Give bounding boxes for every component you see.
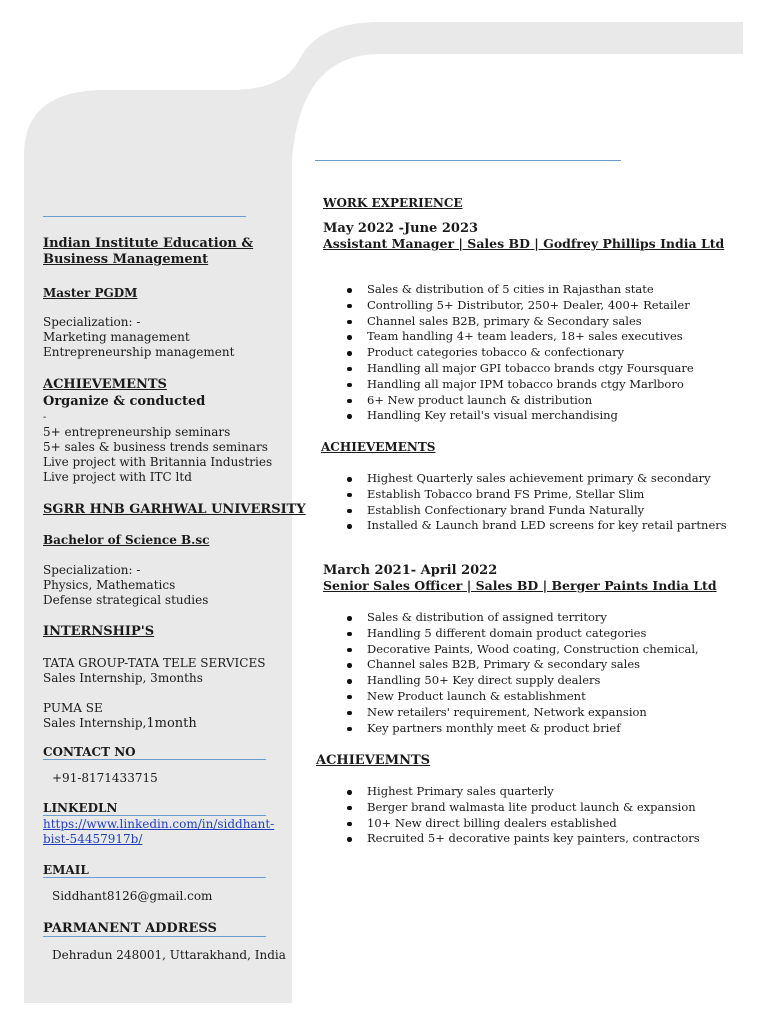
degree-pgdm: Master PGDM (43, 286, 138, 300)
list-item: New retailers' requirement, Network expansion (344, 705, 699, 721)
job2-dates: March 2021- April 2022 (323, 563, 498, 578)
specialization-bsc: Specialization: - Physics, Mathematics Defense strategical studies (43, 563, 209, 607)
internship-puma: PUMA SE Sales Internship,1month (43, 701, 197, 731)
list-item: Establish Confectionary brand Funda Naturally (344, 503, 727, 519)
job1-achievements-heading: ACHIEVEMENTS (321, 440, 436, 454)
university-name: SGRR HNB GARHWAL UNIVERSITY (43, 502, 306, 517)
list-item: Decorative Paints, Wood coating, Construction chemical, (344, 642, 699, 658)
list-item: Highest Quarterly sales achievement primary & secondary (344, 471, 727, 487)
list-item: Channel sales B2B, primary & Secondary sales (344, 314, 694, 330)
internship-tata: TATA GROUP-TATA TELE SERVICES Sales Internship, 3months (43, 656, 266, 685)
address-heading: PARMANENT ADDRESS (43, 921, 217, 936)
list-item: Establish Tobacco brand FS Prime, Stellar Slim (344, 487, 727, 503)
job2-achievements (344, 784, 700, 847)
job2-achievements-heading: ACHIEVEMNTS (316, 753, 431, 768)
contact-divider (43, 759, 266, 760)
list-item: Highest Primary sales quarterly (344, 784, 700, 800)
list-item: Sales & distribution of assigned territory (344, 610, 699, 626)
contact-heading: CONTACT NO (43, 745, 136, 759)
email-divider (43, 877, 266, 878)
degree-bsc: Bachelor of Science B.sc (43, 533, 210, 547)
linkedin-divider (43, 815, 266, 816)
list-item: Handling 50+ Key direct supply dealers (344, 673, 699, 689)
list-item: Controlling 5+ Distributor, 250+ Dealer, 400+ Retailer (344, 298, 694, 314)
list-item: Team handling 4+ team leaders, 18+ sales executives (344, 329, 694, 345)
email-address: Siddhant8126@gmail.com (52, 889, 213, 903)
list-item: Key partners monthly meet & product brief (344, 721, 699, 737)
address-text: Dehradun 248001, Uttarakhand, India (52, 948, 286, 962)
achievements-list: 5+ entrepreneurship seminars 5+ sales & business trends seminars Live project with Britannia Industries Live project with ITC ltd (43, 425, 273, 484)
list-item: Handling 5 different domain product categories (344, 626, 699, 642)
job1-achievements (344, 471, 727, 534)
list-item: Handling all major IPM tobacco brands ctgy Marlboro (344, 377, 694, 393)
achievements-heading: ACHIEVEMENTS (43, 377, 167, 392)
job1-duties (344, 282, 694, 424)
list-item: Handling all major GPI tobacco brands ctgy Foursquare (344, 361, 694, 377)
list-item: Sales & distribution of 5 cities in Rajasthan state (344, 282, 694, 298)
list-item: Product categories tobacco & confectionary (344, 345, 694, 361)
list-item: Recruited 5+ decorative paints key painters, contractors (344, 831, 700, 847)
job1-dates: May 2022 -June 2023 (323, 221, 479, 236)
phone-number: +91-8171433715 (52, 771, 158, 785)
achievements-dash: - (43, 412, 47, 423)
job1-role: Assistant Manager | Sales BD | Godfrey Phillips India Ltd (323, 236, 725, 251)
institute-name: Indian Institute Education & Business Management (43, 236, 254, 267)
list-item: 10+ New direct billing dealers established (344, 816, 700, 832)
job2-duties (344, 610, 699, 736)
work-experience-heading: WORK EXPERIENCE (323, 196, 463, 210)
email-heading: EMAIL (43, 863, 89, 877)
left-top-divider (43, 216, 246, 217)
top-right-divider (315, 160, 621, 161)
list-item: New Product launch & establishment (344, 689, 699, 705)
specialization-pgdm: Specialization: - Marketing management Entrepreneurship management (43, 315, 235, 359)
list-item: 6+ New product launch & distribution (344, 393, 694, 409)
list-item: Channel sales B2B, Primary & secondary sales (344, 657, 699, 673)
job2-role: Senior Sales Officer | Sales BD | Berger Paints India Ltd (323, 578, 717, 593)
achievements-subheading: Organize & conducted (43, 394, 206, 409)
internship-heading: INTERNSHIP'S (43, 624, 155, 639)
list-item: Berger brand walmasta lite product launch & expansion (344, 800, 700, 816)
linkedin-link[interactable]: https://www.linkedin.com/in/siddhant- bist-54457917b/ (43, 817, 275, 846)
linkedin-heading: LINKEDLN (43, 801, 118, 815)
list-item: Installed & Launch brand LED screens for key retail partners (344, 518, 727, 534)
list-item: Handling Key retail's visual merchandising (344, 408, 694, 424)
address-divider (43, 936, 266, 937)
